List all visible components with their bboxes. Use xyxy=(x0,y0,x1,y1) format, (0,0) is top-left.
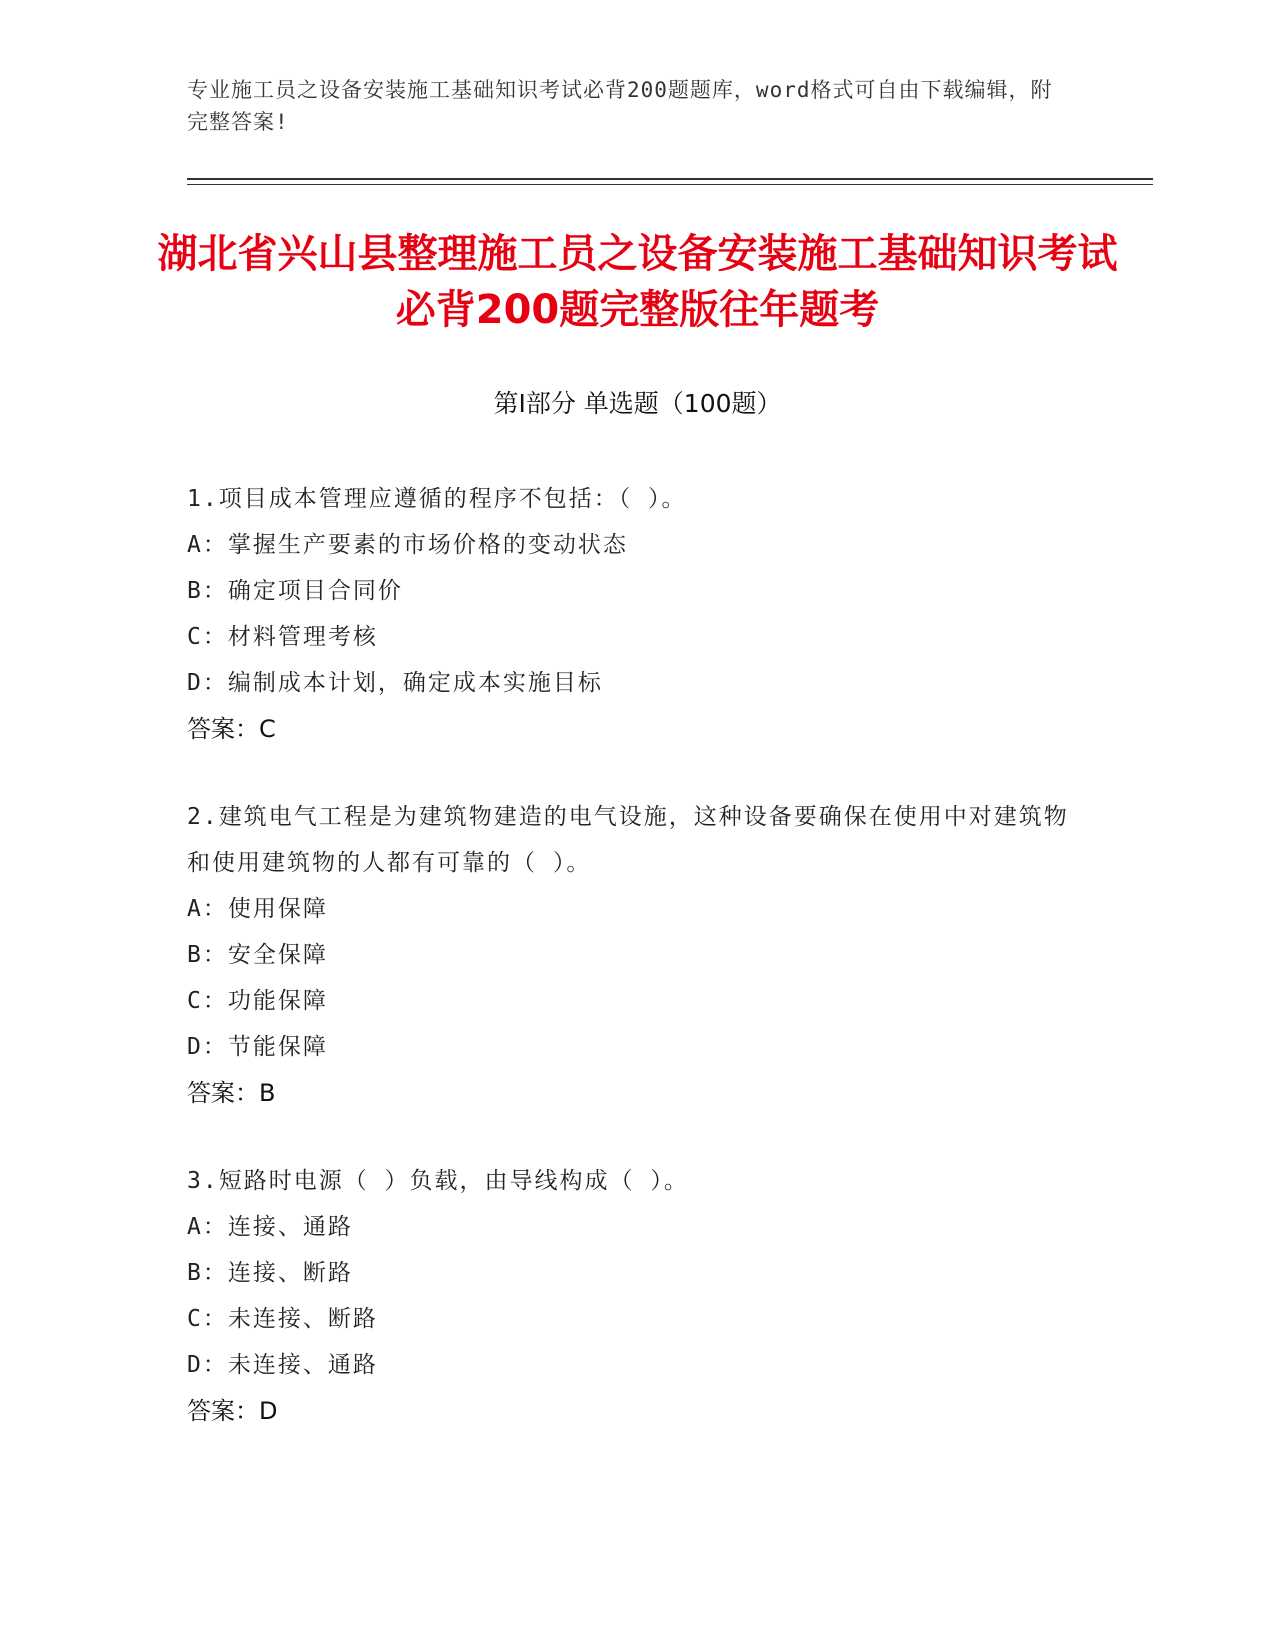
section-heading: 第Ⅰ部分 单选题（100题） xyxy=(493,389,782,418)
option-d: D：编制成本计划，确定成本实施目标 xyxy=(187,670,603,696)
header-note: 专业施工员之设备安装施工基础知识考试必背200题题库，word格式可自由下载编辑，附完整答案! xyxy=(187,78,1053,134)
document-title: 湖北省兴山县整理施工员之设备安装施工基础知识考试必背200题完整版往年题考 xyxy=(157,231,1118,333)
option-b: B：确定项目合同价 xyxy=(187,578,403,604)
question-list xyxy=(187,476,1087,1476)
option-a: A：掌握生产要素的市场价格的变动状态 xyxy=(187,532,628,558)
question-stem: 2.建筑电气工程是为建筑物建造的电气设施，这种设备要确保在使用中对建筑物和使用建筑物的人都有可靠的（ ）。 xyxy=(187,804,1069,876)
answer: 答案：B xyxy=(187,1079,276,1107)
option-c: C：功能保障 xyxy=(187,988,328,1014)
answer: 答案：C xyxy=(187,715,276,743)
question-stem: 1.项目成本管理应遵循的程序不包括：（ ）。 xyxy=(187,486,687,512)
option-a: A：使用保障 xyxy=(187,896,328,922)
header-divider-thick xyxy=(187,178,1153,180)
answer: 答案：D xyxy=(187,1397,278,1425)
option-b: B：安全保障 xyxy=(187,942,328,968)
header-divider-thin xyxy=(187,184,1153,185)
question-stem: 3.短路时电源（ ）负载，由导线构成（ ）。 xyxy=(187,1168,689,1194)
option-b: B：连接、断路 xyxy=(187,1260,353,1286)
option-c: C：未连接、断路 xyxy=(187,1306,378,1332)
option-d: D：节能保障 xyxy=(187,1034,328,1060)
question-2 xyxy=(187,794,1087,1116)
option-a: A：连接、通路 xyxy=(187,1214,353,1240)
question-1 xyxy=(187,476,1087,752)
option-c: C：材料管理考核 xyxy=(187,624,378,650)
option-d: D：未连接、通路 xyxy=(187,1352,378,1378)
question-3 xyxy=(187,1158,1087,1434)
